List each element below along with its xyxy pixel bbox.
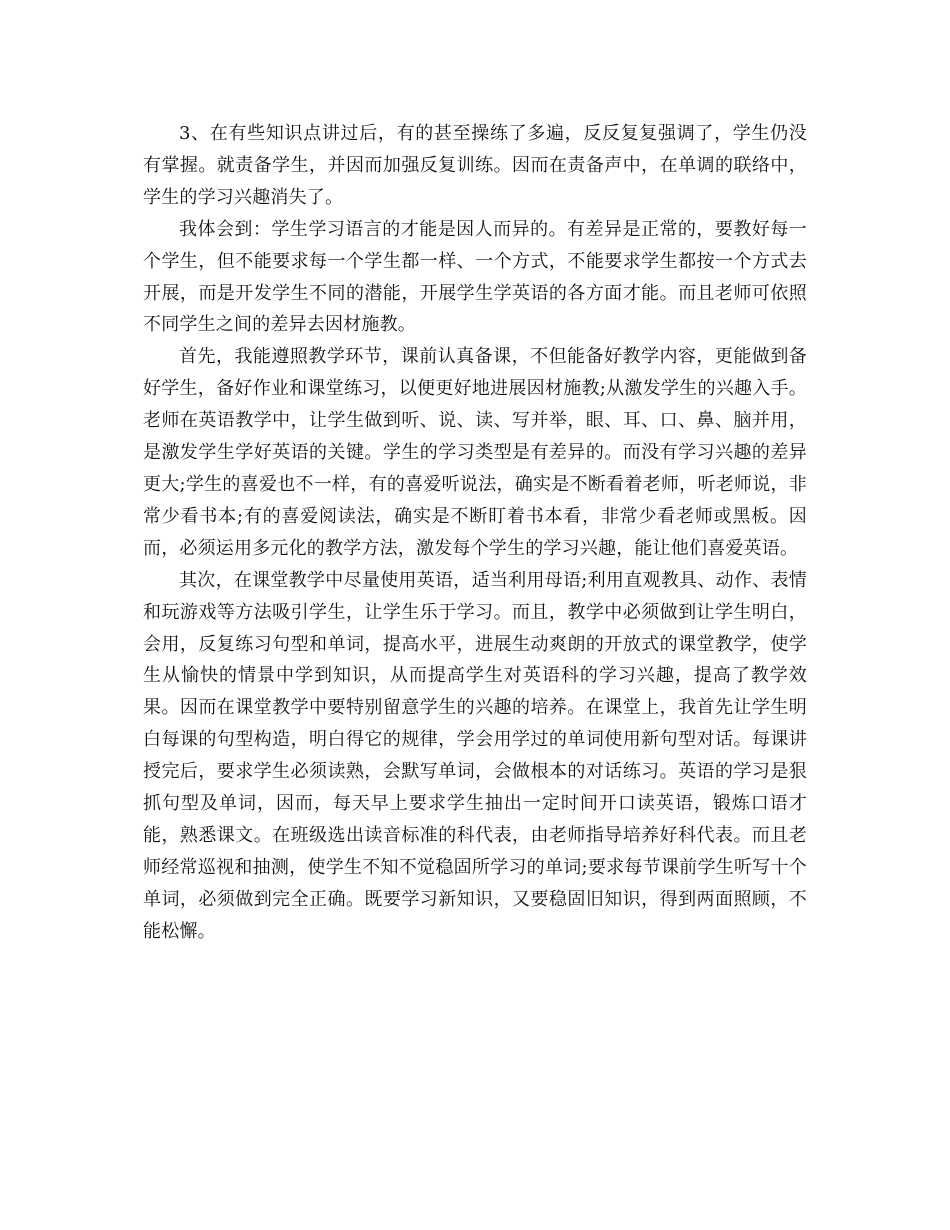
paragraph-3: 首先，我能遵照教学环节，课前认真备课，不但能备好教学内容，更能做到备好学生，备好作业和课堂练习，以便更好地进展因材施教;从激发学生的兴趣入手。老师在英语教学中，让学生做到听、说、读、写并举，眼、耳、口、鼻、脑并用，是激发学生学好英语的关键。学生的学习类型是有差异的。而没有学习兴趣的差异更大;学生的喜爱也不一样，有的喜爱听说法，确实是不断看着老师，听老师说，非常少看书本;有的喜爱阅读法，确实是不断盯着书本看，非常少看老师或黑板。因而，必须运用多元化的教学方法，激发每个学生的学习兴趣，能让他们喜爱英语。 bbox=[143, 346, 807, 559]
paragraph-2: 我体会到：学生学习语言的才能是因人而异的。有差异是正常的，要教好每一个学生，但不能要求每一个学生都一样、一个方式，不能要求学生都按一个方式去开展，而是开发学生不同的潜能，开展学生学英语的各方面才能。而且老师可依照不同学生之间的差异去因材施教。 bbox=[143, 218, 807, 336]
paragraph-1: 3、在有些知识点讲过后，有的甚至操练了多遍，反反复复强调了，学生仍没有掌握。就责备学生，并因而加强反复训练。因而在责备声中，在单调的联络中，学生的学习兴趣消失了。 bbox=[143, 123, 807, 208]
paragraph-4: 其次，在课堂教学中尽量使用英语，适当利用母语;利用直观教具、动作、表情和玩游戏等方法吸引学生，让学生乐于学习。而且，教学中必须做到让学生明白，会用，反复练习句型和单词，提高水平，进展生动爽朗的开放式的课堂教学，使学生从愉快的情景中学到知识，从而提高学生对英语科的学习兴趣，提高了教学效果。因而在课堂教学中要特别留意学生的兴趣的培养。在课堂上，我首先让学生明白每课的句型构造，明白得它的规律，学会用学过的单词使用新句型对话。每课讲授完后，要求学生必须读熟，会默写单词，会做根本的对话练习。英语的学习是狠抓句型及单词，因而，每天早上要求学生抽出一定时间开口读英语，锻炼口语才能，熟悉课文。在班级选出读音标准的科代表，由老师指导培养好科代表。而且老师经常巡视和抽测，使学生不知不觉稳固所学习的单词;要求每节课前学生听写十个单词，必须做到完全正确。既要学习新知识，又要稳固旧知识，得到两面照顾，不能松懈。 bbox=[143, 569, 807, 942]
